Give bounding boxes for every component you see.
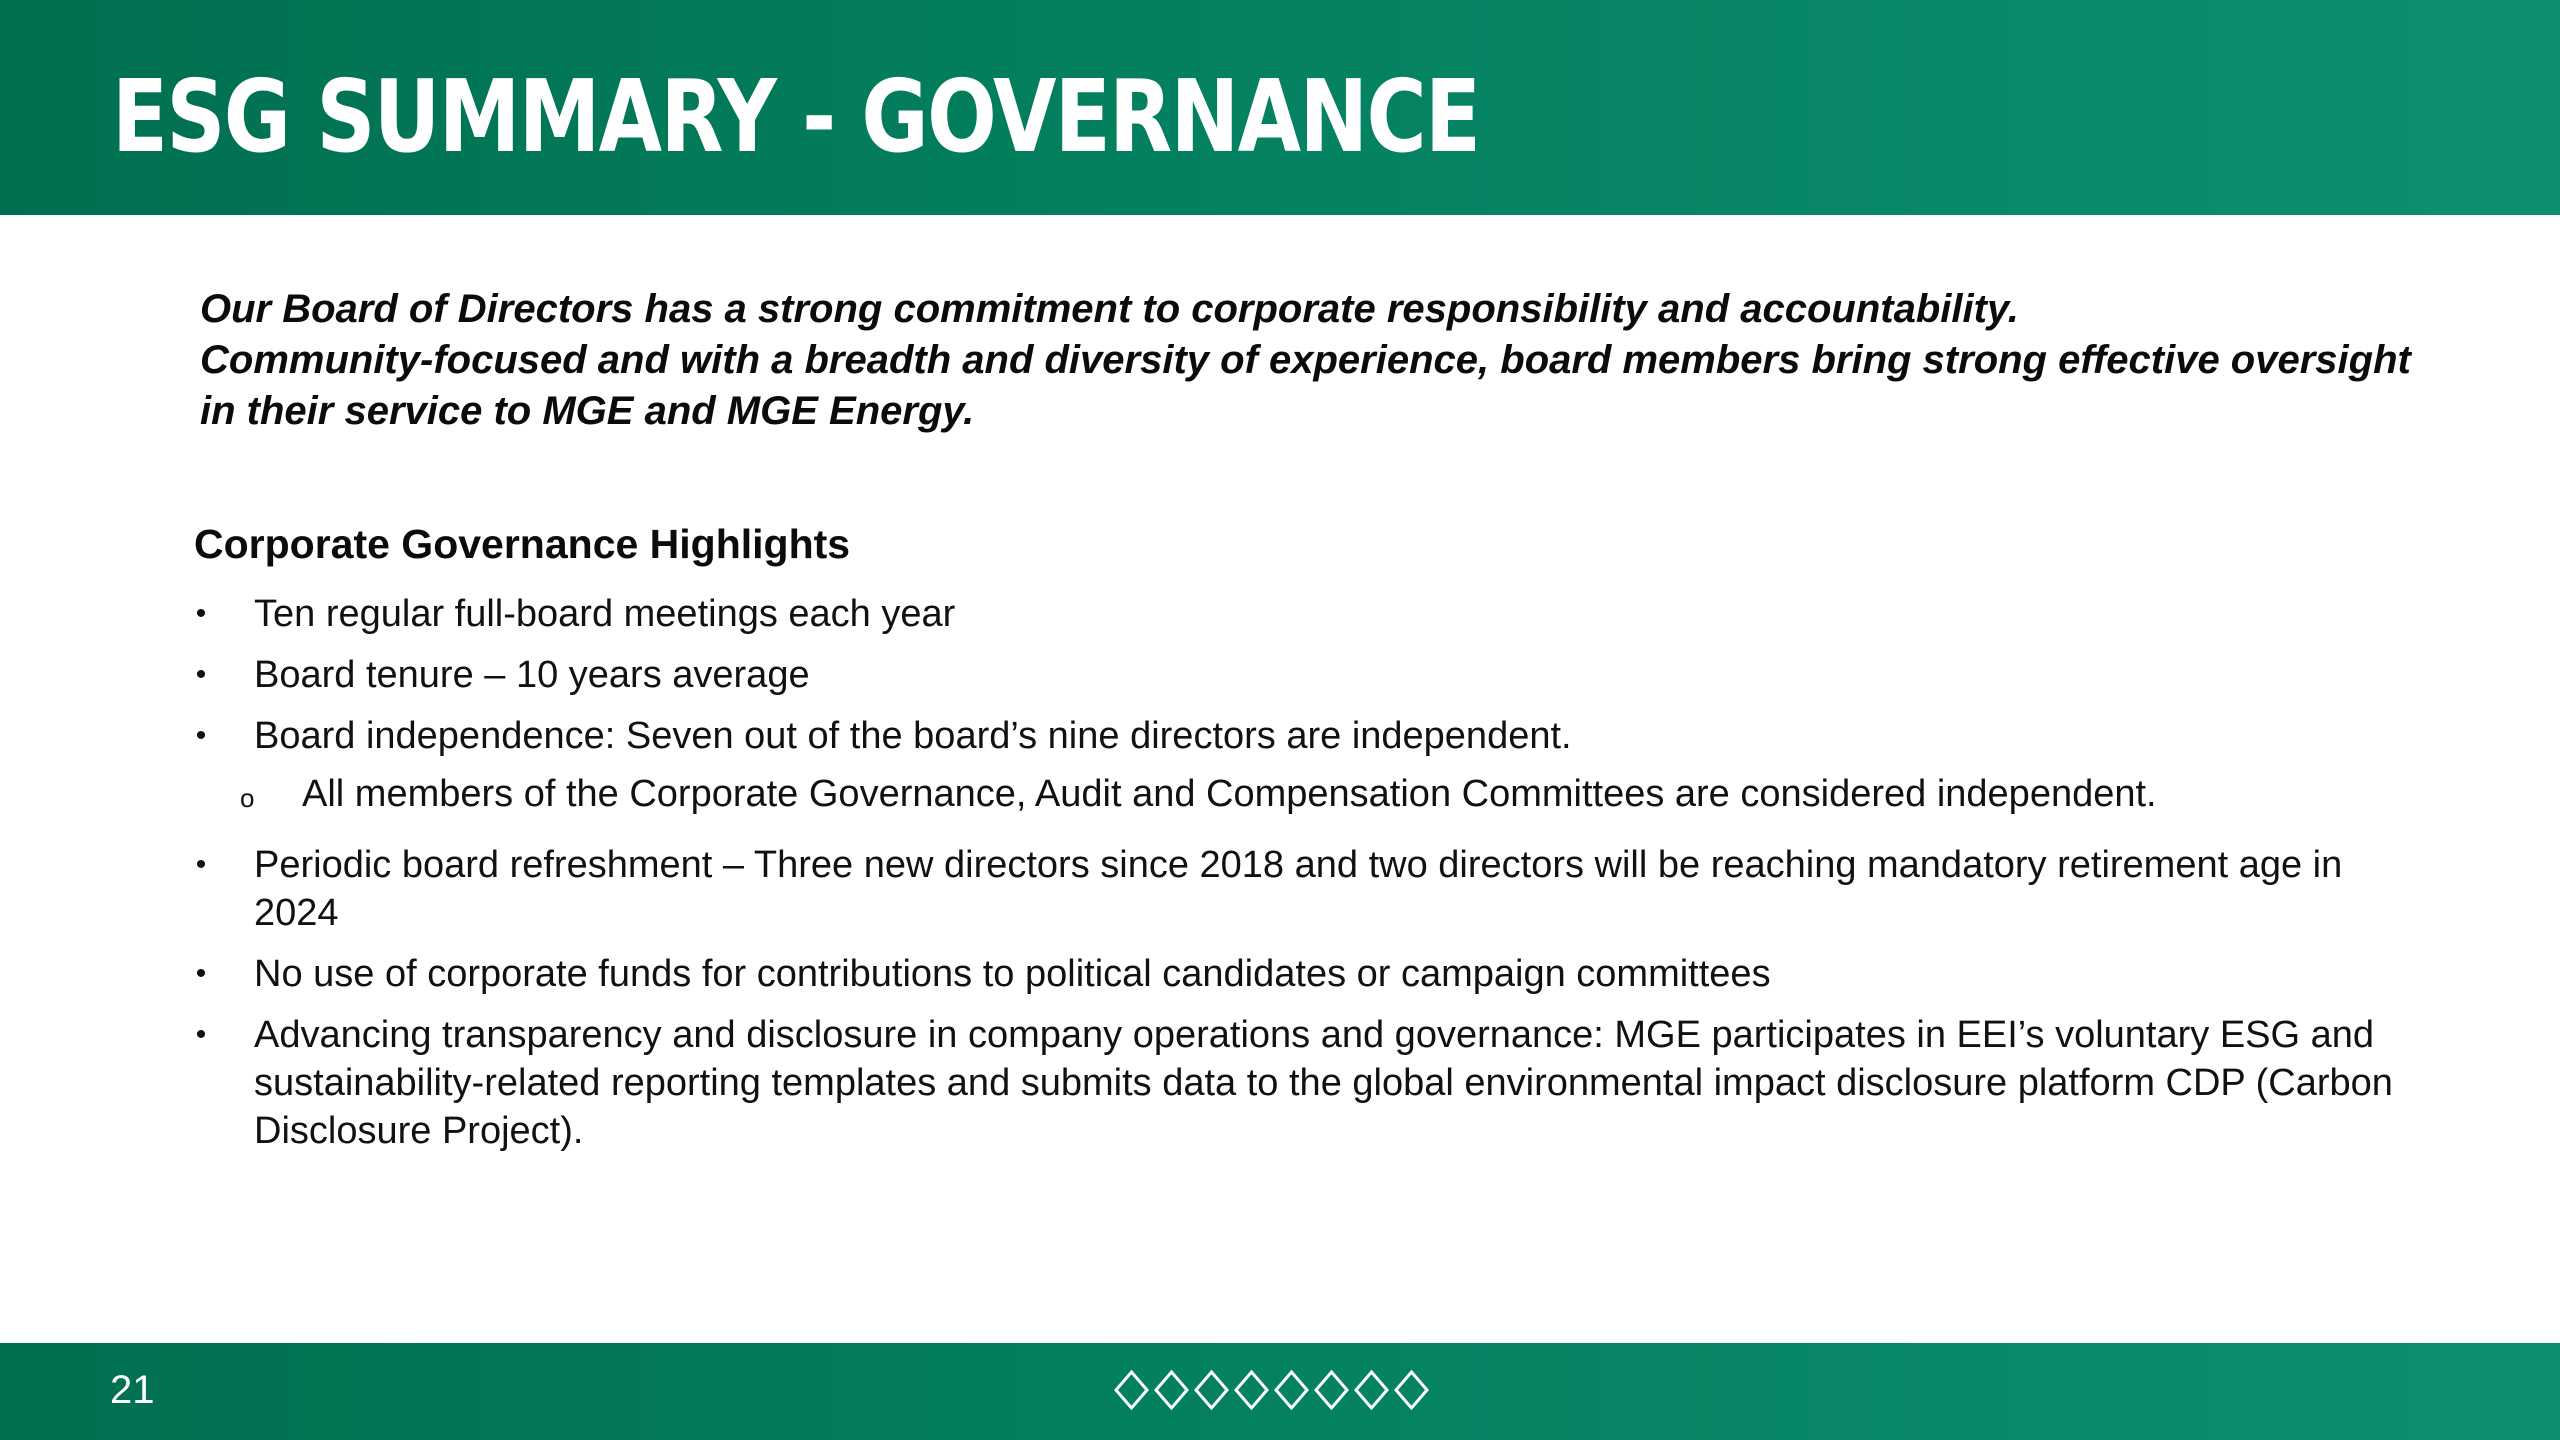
bullet-icon: • xyxy=(195,658,207,691)
list-item-text: All members of the Corporate Governance, Audit and Compensation Committees are considered independent. xyxy=(302,773,2157,815)
bullet-icon: • xyxy=(195,957,207,990)
list-item xyxy=(194,651,2424,699)
list-item-text: Periodic board refreshment – Three new directors since 2018 and two directors will be reaching mandatory retirement age in 2024 xyxy=(254,844,2343,934)
intro-line: in their service to MGE and MGE Energy. xyxy=(200,389,975,433)
list-item xyxy=(194,712,2424,760)
footer-bar xyxy=(0,1343,2560,1440)
intro-line: Our Board of Directors has a strong commitment to corporate responsibility and accountability. xyxy=(200,287,2019,331)
list-item xyxy=(194,1011,2424,1155)
bullet-icon: • xyxy=(195,1018,207,1051)
page-number: 21 xyxy=(110,1368,155,1412)
list-item-text: No use of corporate funds for contributions to political candidates or campaign committees xyxy=(254,953,1771,995)
section-heading: Corporate Governance Highlights xyxy=(194,521,851,567)
sub-list-item xyxy=(194,770,2424,818)
intro-line: Community-focused and with a breadth and diversity of experience, board members bring strong effective oversight xyxy=(200,338,2411,382)
list-item xyxy=(194,950,2424,998)
header-bar xyxy=(0,0,2560,215)
list-item-text: Ten regular full-board meetings each year xyxy=(254,593,956,635)
diamond-icon xyxy=(1153,1363,1190,1417)
circle-bullet-icon: o xyxy=(240,783,255,813)
diamond-icon xyxy=(1113,1363,1150,1417)
diamond-icon xyxy=(1393,1363,1430,1417)
bullet-icon: • xyxy=(195,848,207,881)
list-item-text: Board independence: Seven out of the board’s nine directors are independent. xyxy=(254,715,1572,757)
list-item-text: Board tenure – 10 years average xyxy=(254,654,810,696)
diamond-icon xyxy=(1193,1363,1230,1417)
diamond-decoration xyxy=(1113,1363,1430,1417)
diamond-icon xyxy=(1313,1363,1350,1417)
list-item xyxy=(194,841,2424,937)
bullet-icon: • xyxy=(195,597,207,630)
slide-title: ESG SUMMARY - GOVERNANCE xyxy=(112,58,1480,175)
diamond-icon xyxy=(1353,1363,1390,1417)
list-item xyxy=(194,590,2424,638)
intro-statement xyxy=(200,284,2420,437)
diamond-icon xyxy=(1273,1363,1310,1417)
diamond-icon xyxy=(1233,1363,1270,1417)
bullet-icon: • xyxy=(195,719,207,752)
list-item-text: Advancing transparency and disclosure in company operations and governance: MGE participates in EEI’s voluntary ESG and sustainability-related reporting templates and submits data to the global environmental impact disclosure platform CDP (Carbon Disclosure Project). xyxy=(254,1014,2393,1152)
highlights-list xyxy=(194,590,2424,1168)
